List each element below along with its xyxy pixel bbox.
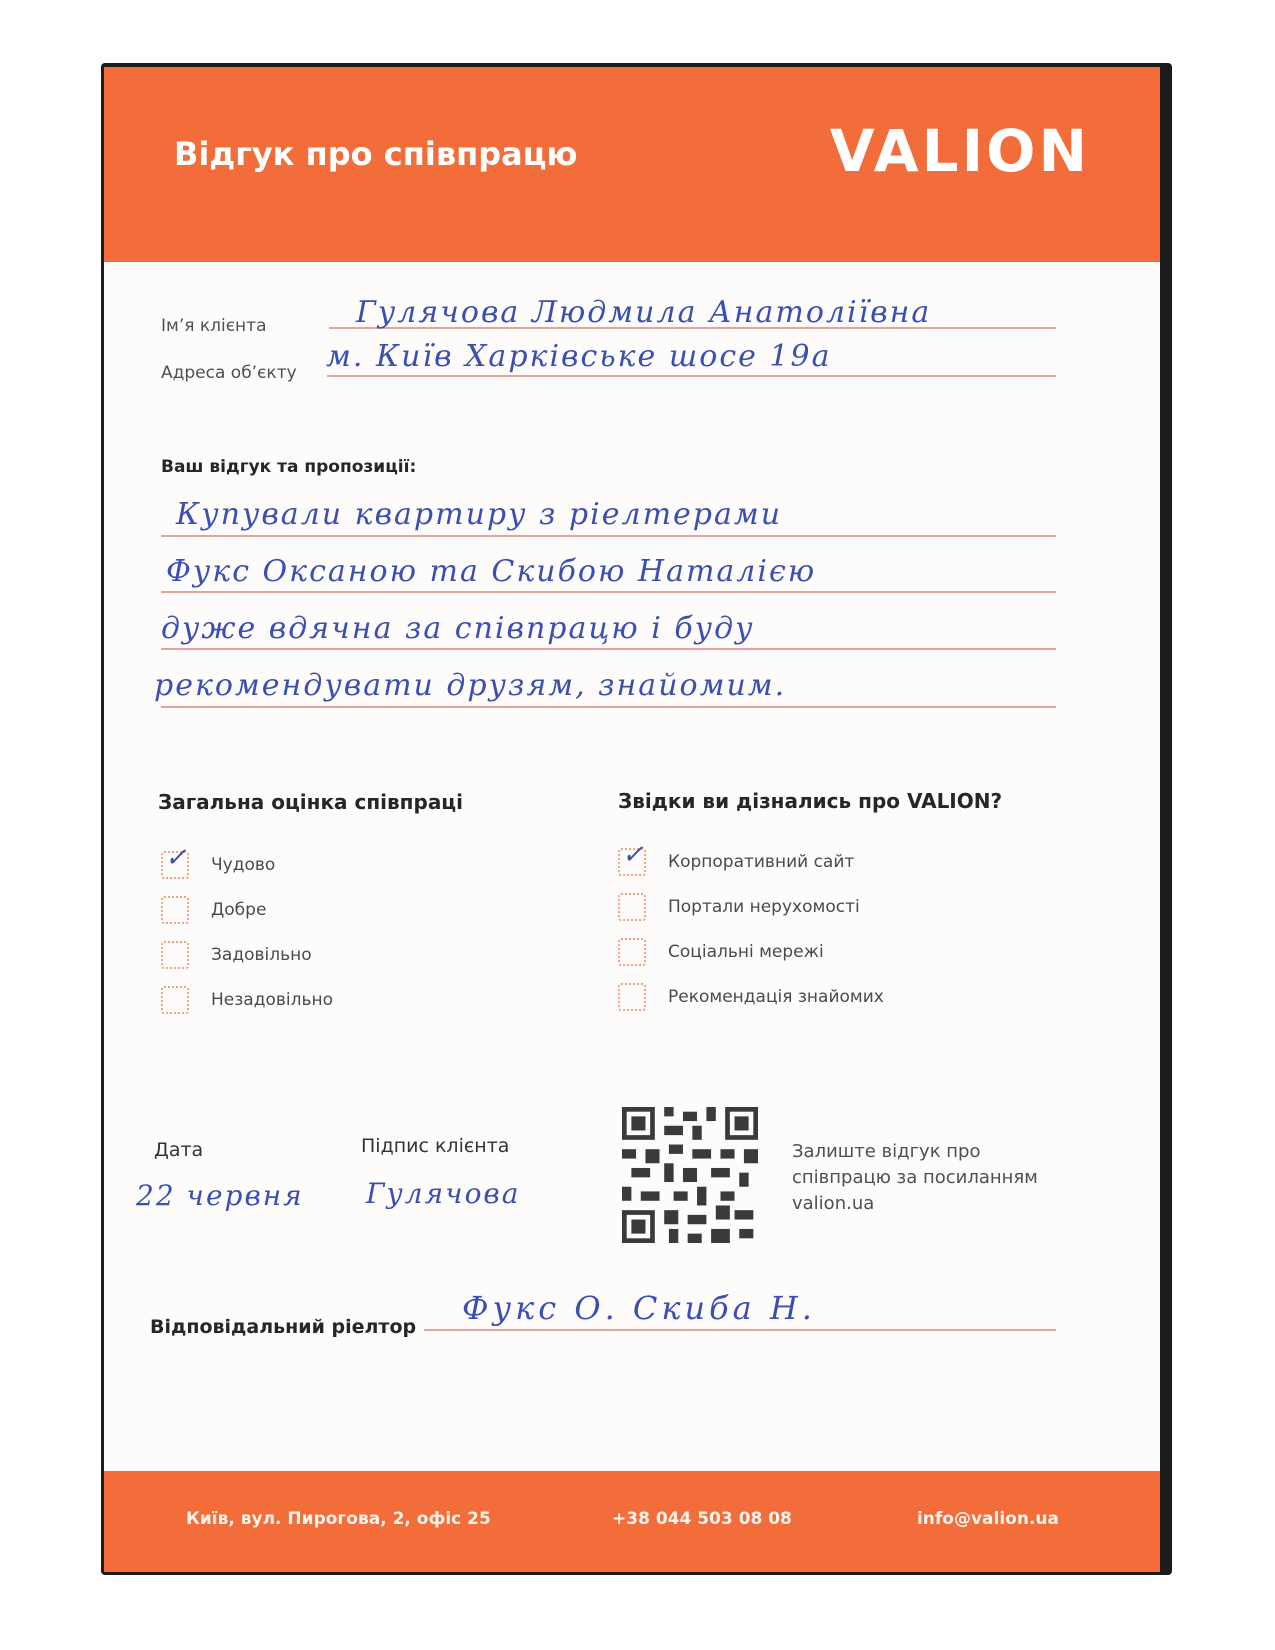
source-option-recommendation[interactable] bbox=[618, 982, 884, 1012]
source-checkbox[interactable] bbox=[618, 893, 646, 921]
rating-checkbox[interactable] bbox=[161, 896, 189, 924]
realtor-line bbox=[424, 1329, 1056, 1331]
footer-phone[interactable]: +38 044 503 08 08 bbox=[612, 1509, 792, 1529]
source-checkbox[interactable] bbox=[618, 983, 646, 1011]
qr-note-line-3[interactable]: valion.ua bbox=[792, 1193, 875, 1214]
valion-logo: VALION bbox=[829, 117, 1090, 185]
form-header bbox=[104, 67, 1160, 262]
form-title: Відгук про співпрацю bbox=[174, 135, 578, 173]
rating-checkbox[interactable] bbox=[161, 941, 189, 969]
realtor-label: Відповідальний ріелтор bbox=[150, 1316, 417, 1338]
client-name-value: Гулячова Людмила Анатоліївна bbox=[356, 295, 932, 330]
realtor-value: Фукс О. Скиба Н. bbox=[462, 1289, 816, 1327]
qr-instructions bbox=[792, 1139, 1038, 1217]
feedback-line-3 bbox=[161, 648, 1056, 650]
qr-note-line-1: Залиште відгук про bbox=[792, 1141, 981, 1162]
source-option-label: Корпоративний сайт bbox=[668, 852, 855, 872]
feedback-line-1 bbox=[161, 535, 1056, 537]
rating-option-label: Добре bbox=[211, 900, 267, 920]
qr-note-line-2: співпрацю за посиланням bbox=[792, 1167, 1038, 1188]
feedback-label: Ваш відгук та пропозиції: bbox=[161, 457, 417, 477]
footer-email[interactable]: info@valion.ua bbox=[916, 1509, 1059, 1529]
rating-checkbox[interactable] bbox=[161, 843, 189, 879]
rating-option-label: Чудово bbox=[211, 855, 276, 875]
feedback-line-2 bbox=[161, 591, 1056, 593]
source-checkbox[interactable] bbox=[618, 938, 646, 966]
address-value: м. Київ Харківське шосе 19а bbox=[326, 339, 832, 374]
rating-checkbox[interactable] bbox=[161, 986, 189, 1014]
feedback-line-4 bbox=[161, 706, 1056, 708]
rating-option-label: Незадовільно bbox=[211, 990, 333, 1010]
qr-code[interactable] bbox=[622, 1107, 758, 1243]
rating-option-unsatisfactory[interactable] bbox=[161, 985, 333, 1015]
rating-option-label: Задовільно bbox=[211, 945, 312, 965]
feedback-form bbox=[104, 67, 1160, 1572]
form-footer bbox=[104, 1471, 1160, 1572]
feedback-text-1: Купували квартиру з ріелтерами bbox=[176, 497, 783, 532]
check-mark-icon: ✓ bbox=[165, 843, 187, 873]
rating-title: Загальна оцінка співпраці bbox=[158, 790, 463, 814]
source-option-label: Портали нерухомості bbox=[668, 897, 860, 917]
feedback-text-2: Фукс Оксаною та Скибою Наталією bbox=[166, 554, 817, 589]
source-option-label: Рекомендація знайомих bbox=[668, 987, 884, 1007]
source-option-label: Соціальні мережі bbox=[668, 942, 824, 962]
source-title: Звідки ви дізнались про VALION? bbox=[618, 789, 1003, 813]
date-label: Дата bbox=[154, 1139, 204, 1161]
client-name-label: Ім’я клієнта bbox=[161, 316, 267, 336]
source-checkbox[interactable] bbox=[618, 840, 646, 876]
feedback-text-4: рекомендувати друзям, знайомим. bbox=[154, 668, 787, 703]
source-option-portals[interactable] bbox=[618, 892, 860, 922]
feedback-text-3: дуже вдячна за співпрацю і буду bbox=[161, 611, 755, 646]
date-value: 22 червня bbox=[136, 1179, 304, 1212]
rating-option-satisfactory[interactable] bbox=[161, 940, 312, 970]
client-signature: Гулячова bbox=[366, 1177, 521, 1210]
source-option-social[interactable] bbox=[618, 937, 824, 967]
footer-address: Київ, вул. Пирогова, 2, офіс 25 bbox=[186, 1509, 491, 1529]
rating-option-excellent[interactable] bbox=[161, 843, 276, 880]
address-line bbox=[327, 375, 1056, 377]
check-mark-icon: ✓ bbox=[622, 840, 644, 870]
source-option-website[interactable] bbox=[618, 840, 855, 877]
rating-option-good[interactable] bbox=[161, 895, 266, 925]
address-label: Адреса об’єкту bbox=[161, 363, 297, 383]
signature-label: Підпис клієнта bbox=[361, 1135, 510, 1157]
